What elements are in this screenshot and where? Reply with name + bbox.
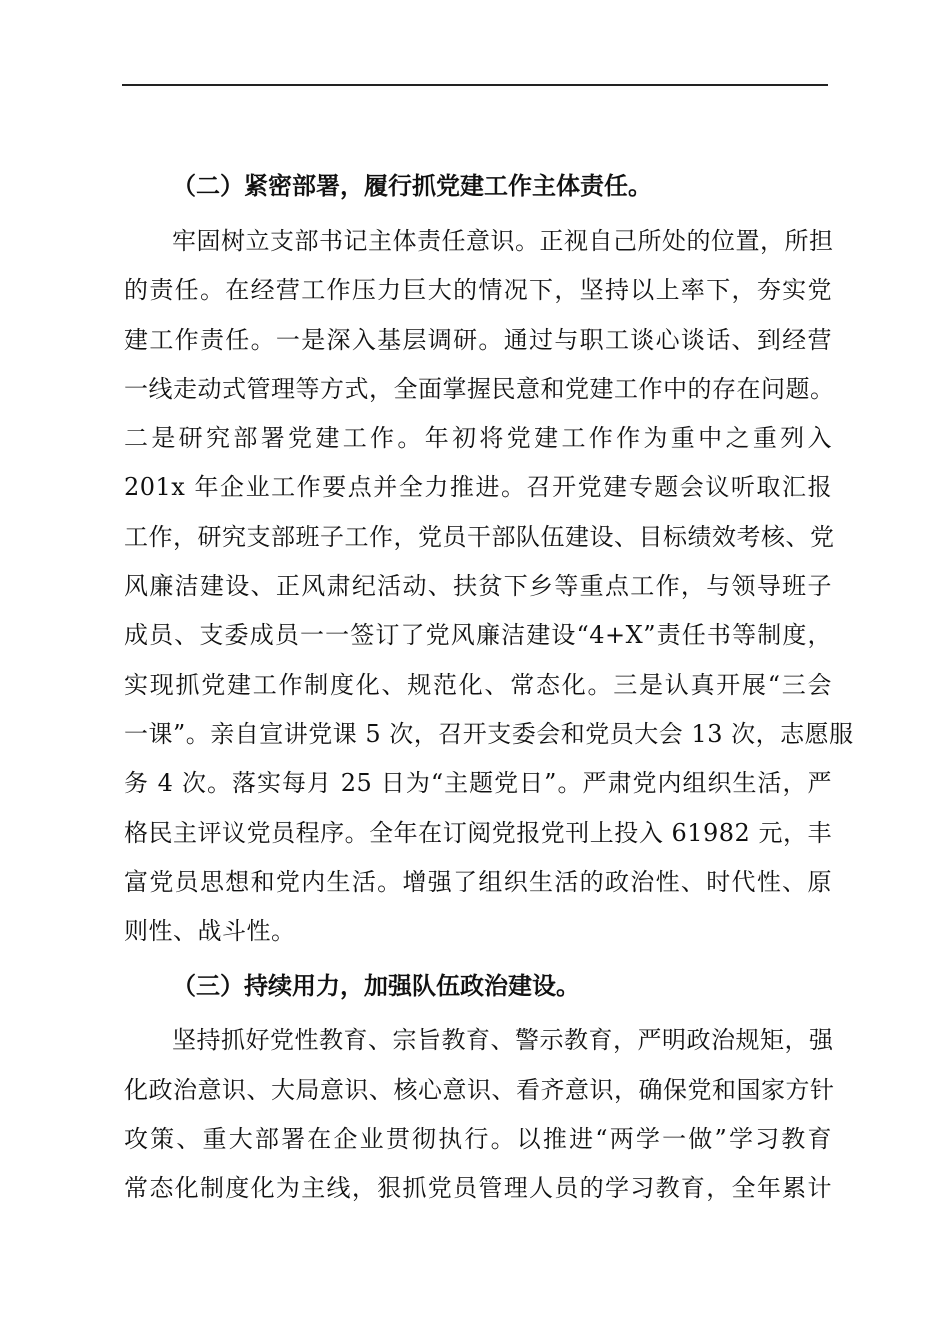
paragraph-line: 一线走动式管理等方式，全面掌握民意和党建工作中的存在问题。 [124, 374, 835, 403]
paragraph-line: 攻策、重大部署在企业贯彻执行。以推进“两学一做”学习教育 [124, 1125, 832, 1154]
paragraph-line: 建工作责任。一是深入基层调研。通过与职工谈心谈话、到经营 [124, 325, 832, 354]
paragraph-line: 富党员思想和党内生活。增强了组织生活的政治性、时代性、原 [124, 867, 832, 896]
paragraph-line: 工作，研究支部班子工作，党员干部队伍建设、目标绩效考核、党 [124, 522, 835, 551]
paragraph-line: 常态化制度化为主线，狠抓党员管理人员的学习教育，全年累计 [124, 1174, 832, 1203]
section-3-paragraph [124, 1016, 835, 1213]
document-body [124, 160, 854, 1214]
paragraph-line: 牢固树立支部书记主体责任意识。正视自己所处的位置，所担 [172, 227, 834, 255]
paragraph-line: 化政治意识、大局意识、核心意识、看齐意识，确保党和国家方针 [124, 1075, 835, 1104]
paragraph-line: 二是研究部署党建工作。年初将党建工作作为重中之重列入 [124, 424, 832, 453]
paragraph-line: 成员、支委成员一一签订了党风廉洁建设“4+X”责任书等制度， [124, 621, 832, 650]
paragraph-line: 一课”。亲自宣讲党课 5 次，召开支委会和党员大会 13 次，志愿服 [124, 719, 854, 748]
paragraph-line: 格民主评议党员程序。全年在订阅党报党刊上投入 61982 元，丰 [124, 818, 832, 847]
paragraph-line: 201x 年企业工作要点并全力推进。召开党建专题会议听取汇报 [124, 473, 832, 502]
section-heading-3: （三）持续用力，加强队伍政治建设。 [172, 972, 580, 1001]
paragraph-line: 风廉洁建设、正风肃纪活动、扶贫下乡等重点工作，与领导班子 [124, 572, 832, 601]
section-heading-2: （二）紧密部署，履行抓党建工作主体责任。 [172, 172, 652, 200]
section-2-paragraph [124, 217, 854, 956]
paragraph-line: 务 4 次。落实每月 25 日为“主题党日”。严肃党内组织生活，严 [124, 769, 832, 798]
paragraph-line: 则性、战斗性。 [124, 917, 296, 946]
header-rule [122, 84, 828, 86]
paragraph-line: 实现抓党建工作制度化、规范化、常态化。三是认真开展“三会 [124, 670, 832, 699]
paragraph-line: 坚持抓好党性教育、宗旨教育、警示教育，严明政治规矩，强 [172, 1026, 834, 1055]
paragraph-line: 的责任。在经营工作压力巨大的情况下，坚持以上率下，夯实党 [124, 276, 832, 305]
